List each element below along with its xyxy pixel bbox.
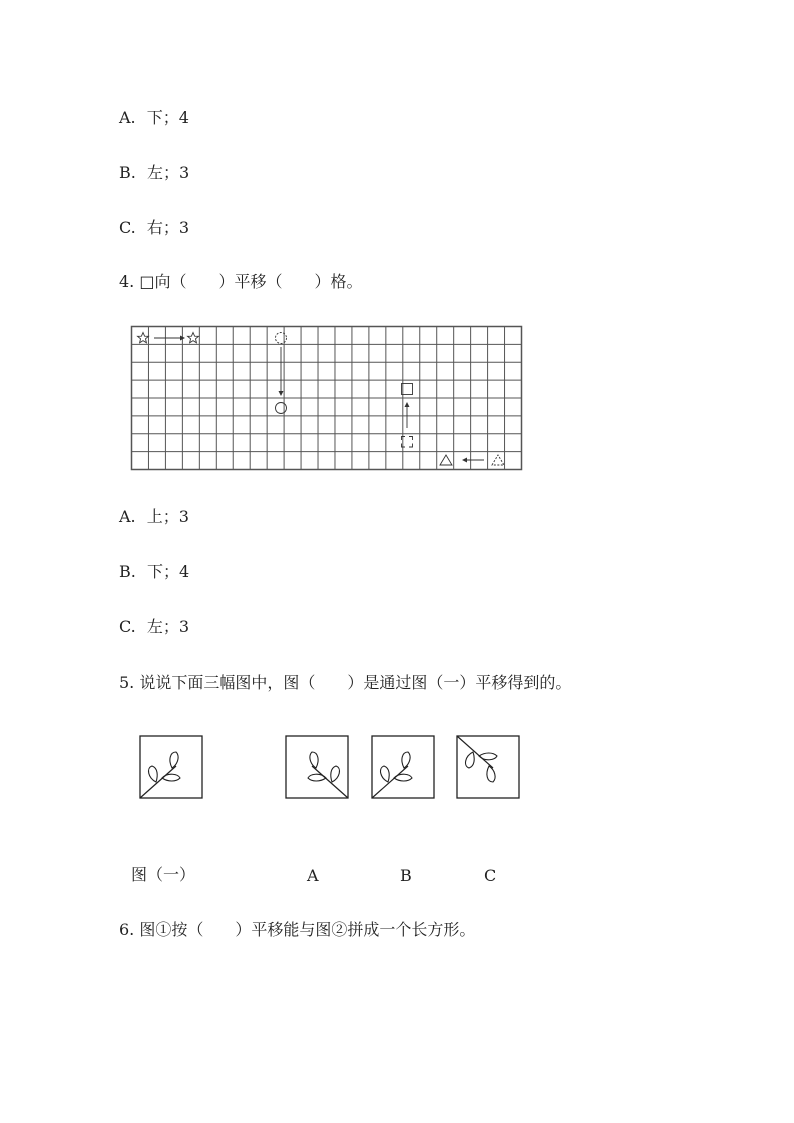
q3-option-b[interactable] <box>119 163 189 183</box>
leaf-figure-b <box>372 736 434 798</box>
arrow-left-icon <box>462 458 484 463</box>
option-letter: A. <box>119 108 136 127</box>
option-text: 下；4 <box>146 108 189 127</box>
dashed-triangle-icon <box>492 455 504 465</box>
q5-leaf-figures <box>130 730 530 810</box>
grid-lines <box>132 327 522 470</box>
arrow-down-icon <box>279 347 284 396</box>
triangle-icon <box>440 455 452 465</box>
label-c: C <box>484 866 497 885</box>
label-b: B <box>400 866 412 885</box>
q4-option-b[interactable] <box>119 562 189 582</box>
leaf-figure-a <box>286 736 348 798</box>
option-text: 右；3 <box>146 218 190 237</box>
leaf-figure-original <box>140 736 202 798</box>
option-text: 下；4 <box>146 562 190 581</box>
option-letter: A. <box>119 507 136 526</box>
option-text: 左；3 <box>146 617 190 636</box>
q5-question: 5. 说说下面三幅图中，图（ ）是通过图（一）平移得到的。 <box>119 673 572 692</box>
option-letter: B. <box>119 163 136 182</box>
q4-option-a[interactable] <box>119 507 189 527</box>
label-original: 图（一） <box>131 865 196 884</box>
q4-grid-figure <box>130 325 525 472</box>
option-letter: C. <box>119 617 136 636</box>
option-letter: C. <box>119 218 136 237</box>
star-icon <box>188 333 199 343</box>
option-text: 上；3 <box>146 507 189 526</box>
q3-option-c[interactable] <box>119 218 189 238</box>
leaf-figure-c <box>457 736 519 798</box>
circle-icon <box>276 403 287 414</box>
arrow-up-icon <box>405 402 410 428</box>
option-text: 左；3 <box>146 163 190 182</box>
q4-option-c[interactable] <box>119 617 189 637</box>
option-letter: B. <box>119 562 136 581</box>
q3-option-a[interactable] <box>119 108 189 128</box>
star-icon <box>138 333 149 343</box>
q4-question: 4. □向（ ）平移（ ）格。 <box>119 272 363 291</box>
dashed-circle-icon <box>276 333 287 344</box>
arrow-right-icon <box>154 336 185 341</box>
label-a: A <box>307 866 319 885</box>
q6-question: 6. 图①按（ ）平移能与图②拼成一个长方形。 <box>119 920 476 939</box>
